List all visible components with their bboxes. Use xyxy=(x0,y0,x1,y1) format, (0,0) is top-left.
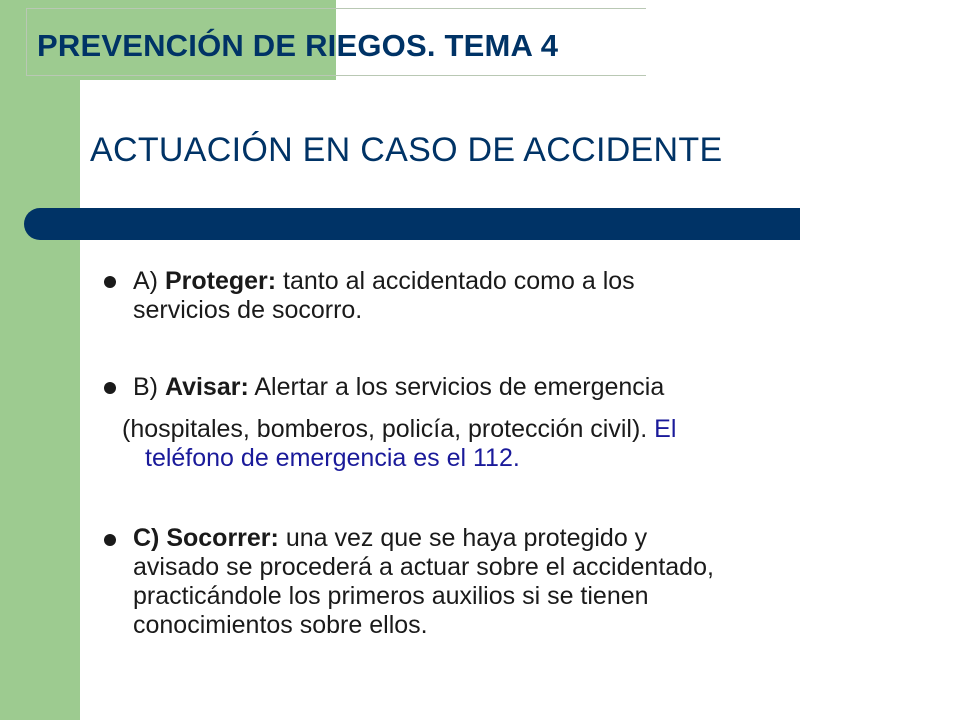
item-a-keyword: Proteger: xyxy=(164,267,277,295)
item-c-line2: avisado se procederá a actuar sobre el accidentado, xyxy=(133,553,714,581)
item-a-line1: tanto al accidentado como a los xyxy=(276,267,635,295)
list-item-b xyxy=(133,373,664,402)
item-c-line4: conocimientos sobre ellos. xyxy=(133,611,428,639)
list-item-c xyxy=(133,524,714,640)
item-b-line1: Alertar a los servicios de emergencia xyxy=(248,373,665,401)
divider-bar xyxy=(24,208,800,240)
item-b-prefix: B) xyxy=(133,373,165,401)
bullet-dot xyxy=(104,276,116,288)
bullet-dot xyxy=(104,382,116,394)
list-item-b-continuation xyxy=(122,415,676,444)
list-item-a xyxy=(133,267,635,325)
item-a-prefix: A) xyxy=(133,267,165,295)
item-b-line3: teléfono de emergencia es el 112. xyxy=(145,444,520,472)
bullet-dot xyxy=(104,534,116,546)
item-b-line2b: El xyxy=(647,415,677,443)
left-green-band xyxy=(0,0,80,720)
slide-title: PREVENCIÓN DE RIEGOS. TEMA 4 xyxy=(37,28,559,63)
slide-subtitle: ACTUACIÓN EN CASO DE ACCIDENTE xyxy=(90,131,723,169)
item-c-line1: una vez que se haya protegido y xyxy=(278,524,648,552)
item-b-line2a: (hospitales, bomberos, policía, protección civil). xyxy=(122,415,648,443)
item-a-line2: servicios de socorro. xyxy=(133,296,363,324)
item-b-keyword: Avisar: xyxy=(164,373,249,401)
item-c-keyword: C) Socorrer: xyxy=(133,524,279,552)
item-c-line3: practicándole los primeros auxilios si se tienen xyxy=(133,582,649,610)
list-item-b-phone xyxy=(145,444,520,473)
